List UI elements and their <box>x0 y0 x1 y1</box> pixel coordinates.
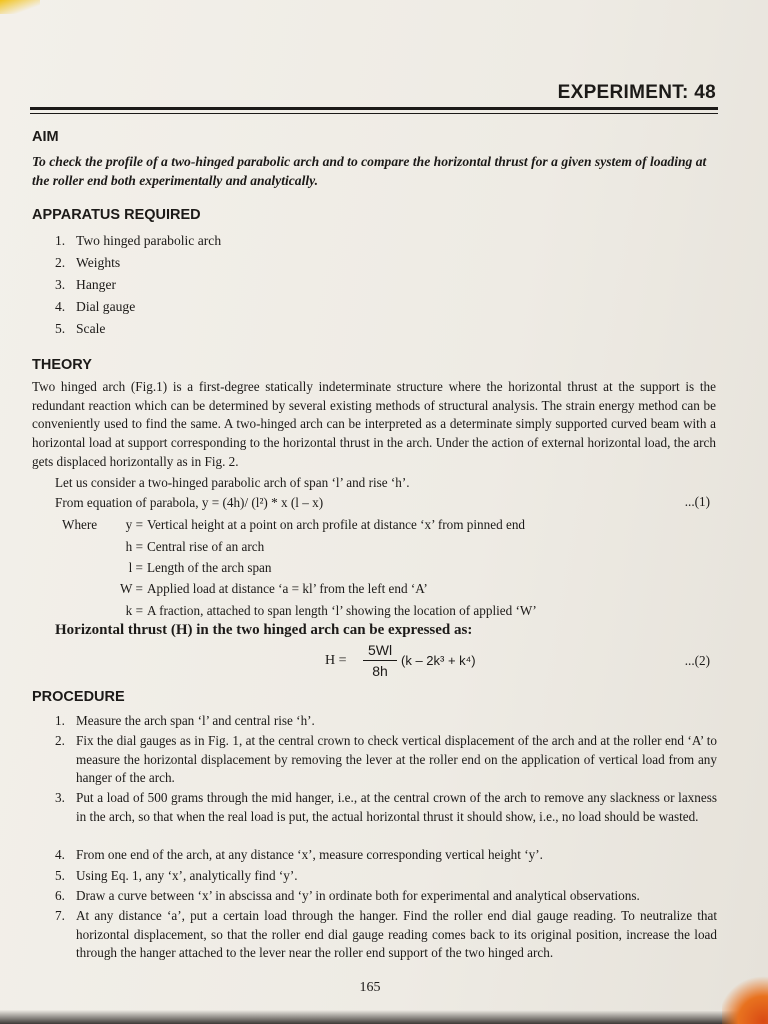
apparatus-item: 4. Dial gauge <box>55 299 136 314</box>
header-rule-thick <box>30 107 718 110</box>
procedure-step: 1. Measure the arch span ‘l’ and central rise ‘h’. <box>55 713 315 728</box>
formula-rhs: (k – 2k³ + k⁴) <box>401 653 476 668</box>
procedure-step: 7. At any distance ‘a’, put a certain load through the hanger. Find the roller end dial gauge reading. To neutralize that horizontal displacement, so that the roller end dial gauge reading comes back to its original position, increase the load through the hanger attached to the lever near the roller end support of the two hinged arch. <box>55 908 717 960</box>
where-label: Where <box>62 517 98 532</box>
formula-numerator: 5Wl <box>363 640 397 661</box>
procedure-step: 2. Fix the dial gauges as in Fig. 1, at the central crown to check vertical displacement of the arch and at the roller end ‘A’ to measure the horizontal displacement by removing the lever at the roller end on the application of vertical load from any hanger of the arch. <box>55 733 717 785</box>
procedure-step: 3. Put a load of 500 grams through the mid hanger, i.e., at the central crown of the arch to remove any slackness or laxness in the arch, so that when the real load is put, the actual horizontal thrust it should show, i.e., no load should be wasted. <box>55 790 717 824</box>
definition-l: l = Length of the arch span <box>128 560 272 575</box>
theory-paragraph: Two hinged arch (Fig.1) is a first-degree statically indeterminate structure where the horizontal thrust at the support is the redundant reaction which can be determined by several existing methods of structural analysis. The strain energy method can be conveniently used to find the same. A two-hinged arch can be interpreted as a determinate simply supported curved beam with a horizontal load at support corresponding to the horizontal thrust in the arch. Under the action of external horizontal load, the arch gets displaced horizontally as in Fig. 2. <box>32 379 716 469</box>
equation-2-number: ...(2) <box>684 653 710 668</box>
formula-denominator: 8h <box>372 663 388 679</box>
definition-k: k = A fraction, attached to span length ‘l’ showing the location of applied ‘W’ <box>125 603 537 618</box>
yellow-tab-mark <box>0 0 40 14</box>
apparatus-item: 1. Two hinged parabolic arch <box>55 233 222 248</box>
thrust-heading: Horizontal thrust (H) in the two hinged arch can be expressed as: <box>55 622 473 638</box>
apparatus-list <box>55 230 221 340</box>
formula-lhs: H = <box>325 653 347 668</box>
theory-consider-line: Let us consider a two-hinged parabolic arch of span ‘l’ and rise ‘h’. <box>55 475 410 490</box>
parabola-equation: From equation of parabola, y = (4h)/ (l²) * x (l – x) <box>55 495 324 510</box>
apparatus-heading: APPARATUS REQUIRED <box>32 207 201 223</box>
procedure-step: 5. Using Eq. 1, any ‘x’, analytically find ‘y’. <box>55 868 298 883</box>
definition-h: h = Central rise of an arch <box>125 539 265 554</box>
definition-y: y = Vertical height at a point on arch profile at distance ‘x’ from pinned end <box>125 517 526 532</box>
equation-1-number: ...(1) <box>684 494 710 509</box>
experiment-title: EXPERIMENT: 48 <box>557 82 716 103</box>
thrust-formula <box>325 640 545 680</box>
apparatus-item: 5. Scale <box>55 321 106 336</box>
aim-text: To check the profile of a two-hinged parabolic arch and to compare the horizontal thrust for a given system of loading at the roller end both experimentally and analytically. <box>32 154 707 188</box>
formula-fraction <box>363 640 397 681</box>
definition-w: W = Applied load at distance ‘a = kl’ from the left end ‘A’ <box>120 581 428 596</box>
page-number: 165 <box>359 980 381 995</box>
header-rule-thin <box>30 113 718 114</box>
theory-heading: THEORY <box>32 357 92 373</box>
page-bottom-edge <box>0 1010 768 1024</box>
aim-heading: AIM <box>32 129 59 145</box>
procedure-step: 6. Draw a curve between ‘x’ in abscissa and ‘y’ in ordinate both for experimental and analytical observations. <box>55 888 640 903</box>
apparatus-item: 2. Weights <box>55 255 121 270</box>
procedure-step: 4. From one end of the arch, at any distance ‘x’, measure corresponding vertical height ‘y’. <box>55 847 543 862</box>
apparatus-item: 3. Hanger <box>55 277 117 292</box>
procedure-heading: PROCEDURE <box>32 689 125 705</box>
